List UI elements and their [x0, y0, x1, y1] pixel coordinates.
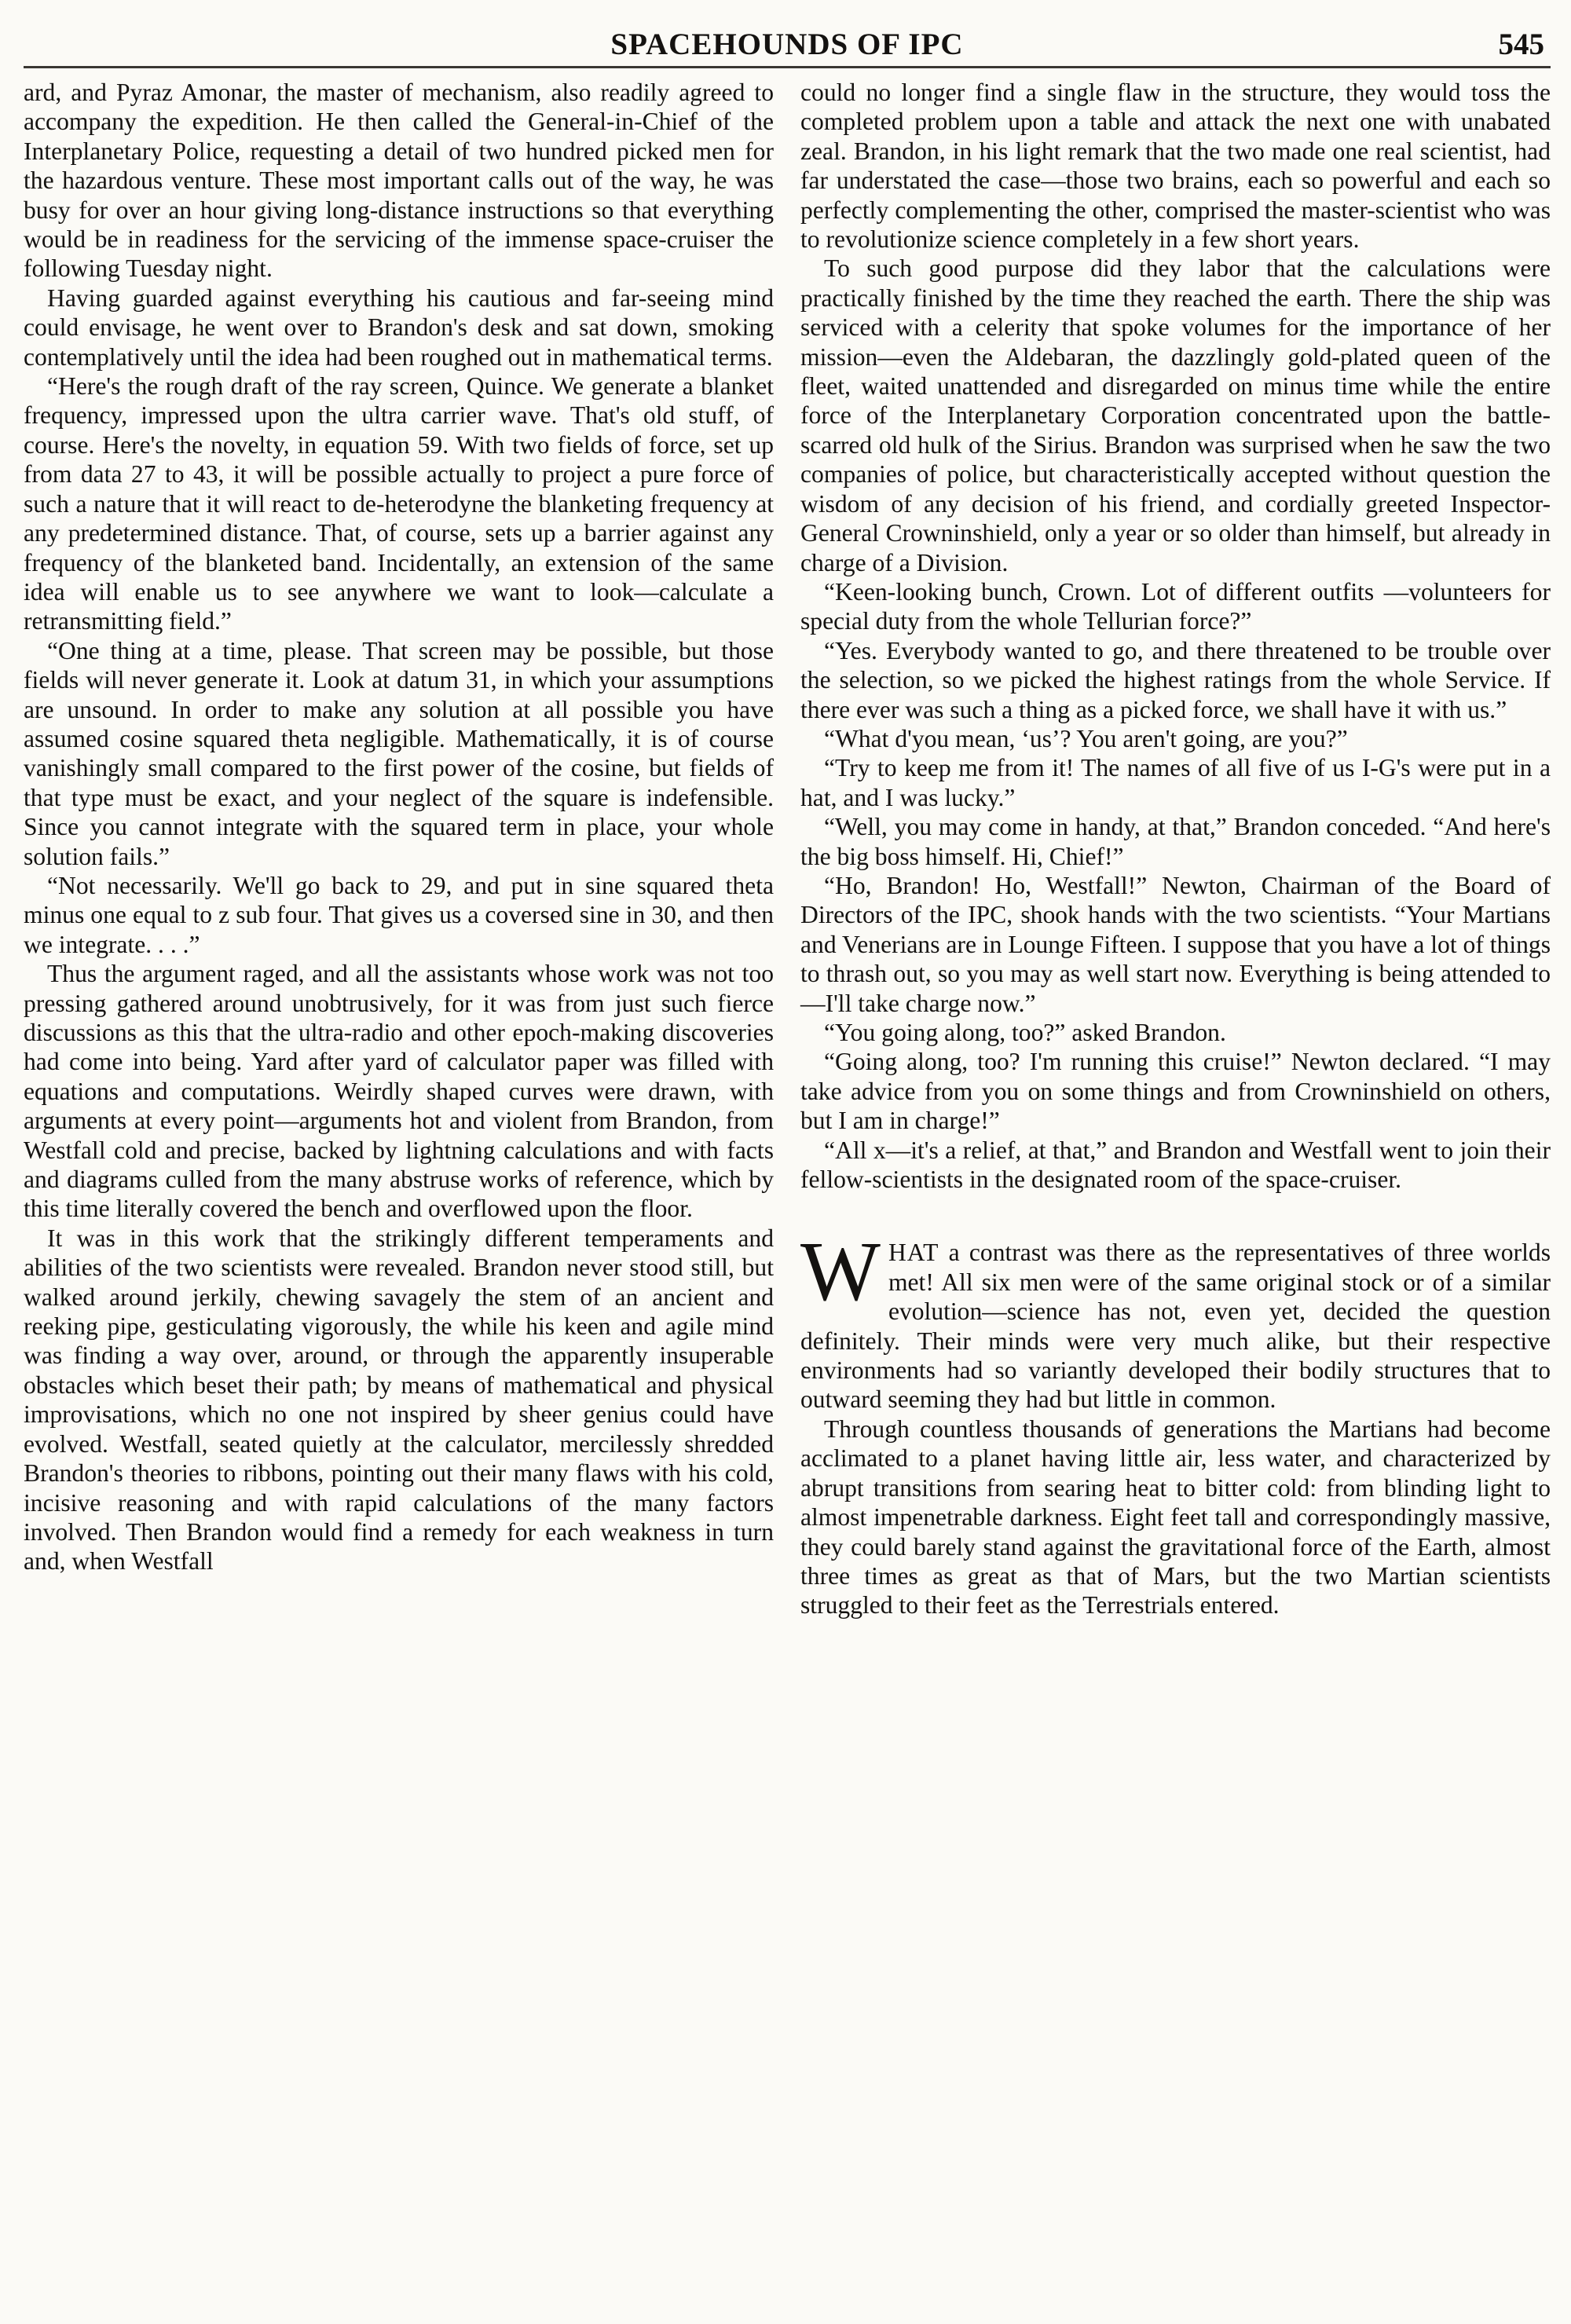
- paragraph-text: a contrast was there as the representatives of three worlds met! All six men were of the same original stock or of a similar evolution—science has not, even yet, decided the question definitely. Their minds were very much alike, but their respective environments had so variantly developed their bodily structures that to outward seeming they had but little in common.: [800, 1239, 1551, 1414]
- running-header: [24, 20, 1551, 68]
- paragraph: “All x—it's a relief, at that,” and Brandon and Westfall went to join their fellow-scientists in the designated room of the space-cruiser.: [800, 1136, 1551, 1194]
- paragraph: could no longer find a single flaw in the structure, they would toss the completed problem upon a table and attack the next one with unabated zeal. Brandon, in his light remark that the two made one real scientist, had far understated the case—those two brains, each so powerful and each so perfectly complementing the other, comprised the master-scientist who was to revolutionize science completely in a few short years.: [800, 79, 1551, 254]
- running-title: SPACEHOUNDS OF IPC: [610, 27, 964, 61]
- paragraph: “One thing at a time, please. That screen may be possible, but those fields will never generate it. Look at datum 31, in which your assumptions are unsound. In order to make any solution at all possible you have assumed cosine squared theta negligible. Mathematically, it is of course vanishingly small compared to the first power of the cosine, but fields of that type must be exact, and your neglect of the square is indefensible. Since you cannot integrate with the squared term in place, your whole solution fails.”: [24, 636, 774, 870]
- paragraph: “You going along, too?” asked Brandon.: [824, 1019, 1226, 1046]
- paragraph: “Ho, Brandon! Ho, Westfall!” Newton, Chairman of the Board of Directors of the IPC, shook hands with the two scientists. “Your Martians and Venerians are in Lounge Fifteen. I suppose that you have a lot of things to thrash out, so you may as well start now. Everything is being attended to—I'll take charge now.”: [800, 871, 1551, 1017]
- paragraph: “Going along, too? I'm running this cruise!” Newton declared. “I may take advice from you on some things and from Crowninshield on others, but I am in charge!”: [800, 1048, 1551, 1135]
- lead-in-caps: HAT: [888, 1239, 939, 1267]
- text-columns: [24, 78, 1551, 1620]
- paragraph: “Here's the rough draft of the ray screen, Quince. We generate a blanket frequency, impressed upon the ultra carrier wave. That's old stuff, of course. Here's the novelty, in equation 59. With two fields of force, set up from data 27 to 43, it will be possible actually to project a pure force of such a nature that it will react to de-heterodyne the blanketing frequency at any predetermined distance. That, of course, sets up a barrier against any frequency of the blanketed band. Incidentally, an extension of the same idea will enable us to see anywhere we want to look—calculate a retransmitting field.”: [24, 372, 774, 635]
- paragraph: It was in this work that the strikingly different temperaments and abilities of the two scientists were revealed. Brandon never stood still, but walked around jerkily, chewing savagely the stem of an ancient and reeking pipe, gesticulating vigorously, the while his keen and agile mind was finding a way over, around, or through the apparently insuperable obstacles which beset their path; by means of mathematical and physical improvisations, which no one not inspired by sheer genius could have evolved. Westfall, seated quietly at the calculator, mercilessly shredded Brandon's theories to ribbons, pointing out their many flaws with his cold, incisive reasoning and with rapid calculations of the many factors involved. Then Brandon would find a remedy for each weakness in turn and, when Westfall: [24, 1224, 774, 1576]
- paragraph: “Keen-looking bunch, Crown. Lot of different outfits —volunteers for special duty from the whole Tellurian force?”: [800, 577, 1551, 635]
- page-number: 545: [1498, 27, 1544, 61]
- paragraph: Through countless thousands of generations the Martians had become acclimated to a planet having little air, less water, and characterized by abrupt transitions from searing heat to bitter cold: from blinding light to almost impenetrable darkness. Eight feet tall and correspondingly massive, they could barely stand against the gravitational force of the Earth, almost three times as great as that of Mars, but the two Martian scientists struggled to their feet as the Terrestrials entered.: [800, 1415, 1551, 1619]
- left-column: [24, 78, 774, 1620]
- paragraph: Thus the argument raged, and all the assistants whose work was not too pressing gathered around unobtrusively, for it was from just such fierce discussions as this that the ultra-radio and other epoch-making discoveries had come into being. Yard after yard of calculator paper was filled with equations and computations. Weirdly shaped curves were drawn, with arguments at every point—arguments hot and violent from Brandon, from Westfall cold and precise, backed by lightning calculations and with facts and diagrams culled from the many abstruse works of reference, which by this time literally covered the bench and overflowed upon the floor.: [24, 960, 774, 1223]
- paragraph: To such good purpose did they labor that the calculations were practically finished by the time they reached the earth. There the ship was serviced with a celerity that spoke volumes for the importance of her mission—even the Aldebaran, the dazzlingly gold-plated queen of the fleet, waited unattended and disregarded on minus time while the entire force of the Interplanetary Corporation concentrated upon the battle-scarred old hulk of the Sirius. Brandon was surprised when he saw the two companies of police, but characteristically accepted without question the wisdom of any decision of his friend, and cordially greeted Inspector-General Crowninshield, only a year or so older than himself, but already in charge of a Division.: [800, 254, 1551, 576]
- paragraph: ard, and Pyraz Amonar, the master of mechanism, also readily agreed to accompany the expedition. He then called the General-in-Chief of the Interplanetary Police, requesting a detail of two hundred picked men for the hazardous venture. These most important calls out of the way, he was busy for over an hour giving long-distance instructions so that everything would be in readiness for the servicing of the immense space-cruiser the following Tuesday night.: [24, 79, 774, 283]
- paragraph: “Yes. Everybody wanted to go, and there threatened to be trouble over the selection, so we picked the highest ratings from the whole Service. If there ever was such a thing as a picked force, we shall have it with us.”: [800, 636, 1551, 723]
- section-opening-paragraph: [800, 1225, 1551, 1414]
- paragraph: “What d'you mean, ‘us’? You aren't going, are you?”: [824, 724, 1348, 752]
- paragraph: “Not necessarily. We'll go back to 29, and put in sine squared theta minus one equal to z sub four. That gives us a coversed sine in 30, and then we integrate. . . .”: [24, 871, 774, 958]
- paragraph: “Well, you may come in handy, at that,” Brandon conceded. “And here's the big boss himself. Hi, Chief!”: [800, 813, 1551, 870]
- paragraph: Having guarded against everything his cautious and far-seeing mind could envisage, he went over to Brandon's desk and sat down, smoking contemplatively until the idea had been roughed out in mathematical terms.: [24, 284, 774, 371]
- paragraph: “Try to keep me from it! The names of all five of us I-G's were put in a hat, and I was lucky.”: [800, 754, 1551, 811]
- drop-cap: W: [800, 1225, 881, 1319]
- right-column: [800, 78, 1551, 1620]
